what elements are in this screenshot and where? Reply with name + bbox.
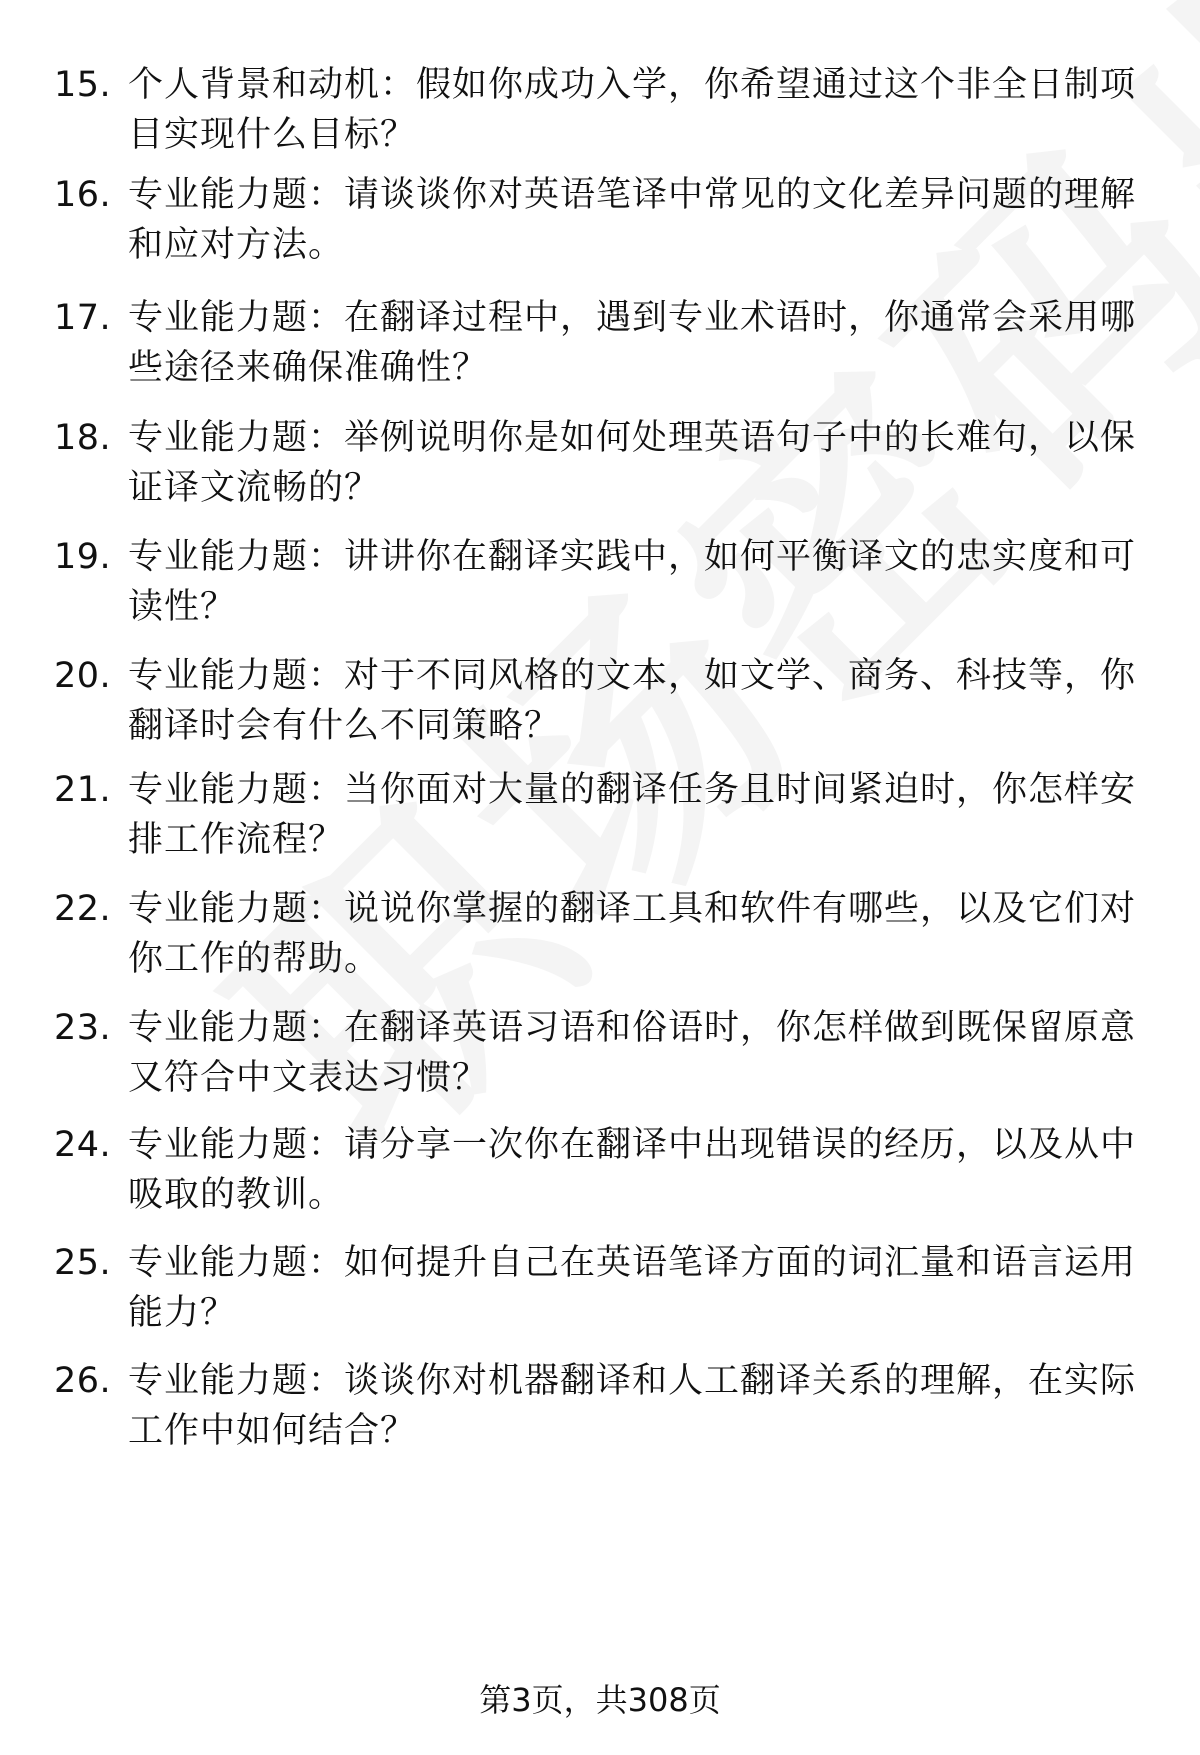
question-item-18 <box>0 413 1200 513</box>
question-number: 15. <box>54 65 112 105</box>
question-number: 24. <box>54 1125 112 1165</box>
question-text: 专业能力题：请分享一次你在翻译中出现错误的经历，以及从中吸取的教训。 <box>128 1125 1137 1215</box>
question-number: 16. <box>54 175 112 215</box>
question-number: 23. <box>54 1008 112 1048</box>
question-text: 个人背景和动机：假如你成功入学，你希望通过这个非全日制项目实现什么目标？ <box>128 65 1137 155</box>
question-number: 20. <box>54 656 112 696</box>
question-number: 19. <box>54 537 112 577</box>
question-number: 18. <box>54 418 112 458</box>
question-item-23 <box>0 1003 1200 1103</box>
question-item-20 <box>0 651 1200 751</box>
question-text: 专业能力题：当你面对大量的翻译任务且时间紧迫时，你怎样安排工作流程？ <box>128 770 1137 860</box>
question-number: 26. <box>54 1361 112 1401</box>
question-text: 专业能力题：请谈谈你对英语笔译中常见的文化差异问题的理解和应对方法。 <box>128 175 1137 265</box>
question-item-19 <box>0 532 1200 632</box>
question-text: 专业能力题：如何提升自己在英语笔译方面的词汇量和语言运用能力？ <box>128 1243 1137 1333</box>
question-text: 专业能力题：说说你掌握的翻译工具和软件有哪些，以及它们对你工作的帮助。 <box>128 889 1137 979</box>
page-footer: 第3页，共308页 <box>479 1681 721 1719</box>
question-item-25 <box>0 1238 1200 1338</box>
question-item-15 <box>0 60 1200 160</box>
question-item-26 <box>0 1356 1200 1456</box>
question-item-16 <box>0 170 1200 270</box>
question-text: 专业能力题：举例说明你是如何处理英语句子中的长难句，以保证译文流畅的？ <box>128 418 1137 508</box>
question-text: 专业能力题：讲讲你在翻译实践中，如何平衡译文的忠实度和可读性？ <box>128 537 1137 627</box>
question-text: 专业能力题：对于不同风格的文本，如文学、商务、科技等，你翻译时会有什么不同策略？ <box>128 656 1137 746</box>
question-number: 21. <box>54 770 112 810</box>
question-text: 专业能力题：谈谈你对机器翻译和人工翻译关系的理解，在实际工作中如何结合？ <box>128 1361 1137 1451</box>
question-item-21 <box>0 765 1200 865</box>
question-number: 17. <box>54 298 112 338</box>
question-number: 25. <box>54 1243 112 1283</box>
question-item-22 <box>0 884 1200 984</box>
question-text: 专业能力题：在翻译过程中，遇到专业术语时，你通常会采用哪些途径来确保准确性？ <box>128 298 1137 388</box>
question-text: 专业能力题：在翻译英语习语和俗语时，你怎样做到既保留原意又符合中文表达习惯？ <box>128 1008 1137 1098</box>
question-number: 22. <box>54 889 112 929</box>
question-item-24 <box>0 1120 1200 1220</box>
question-item-17 <box>0 293 1200 393</box>
